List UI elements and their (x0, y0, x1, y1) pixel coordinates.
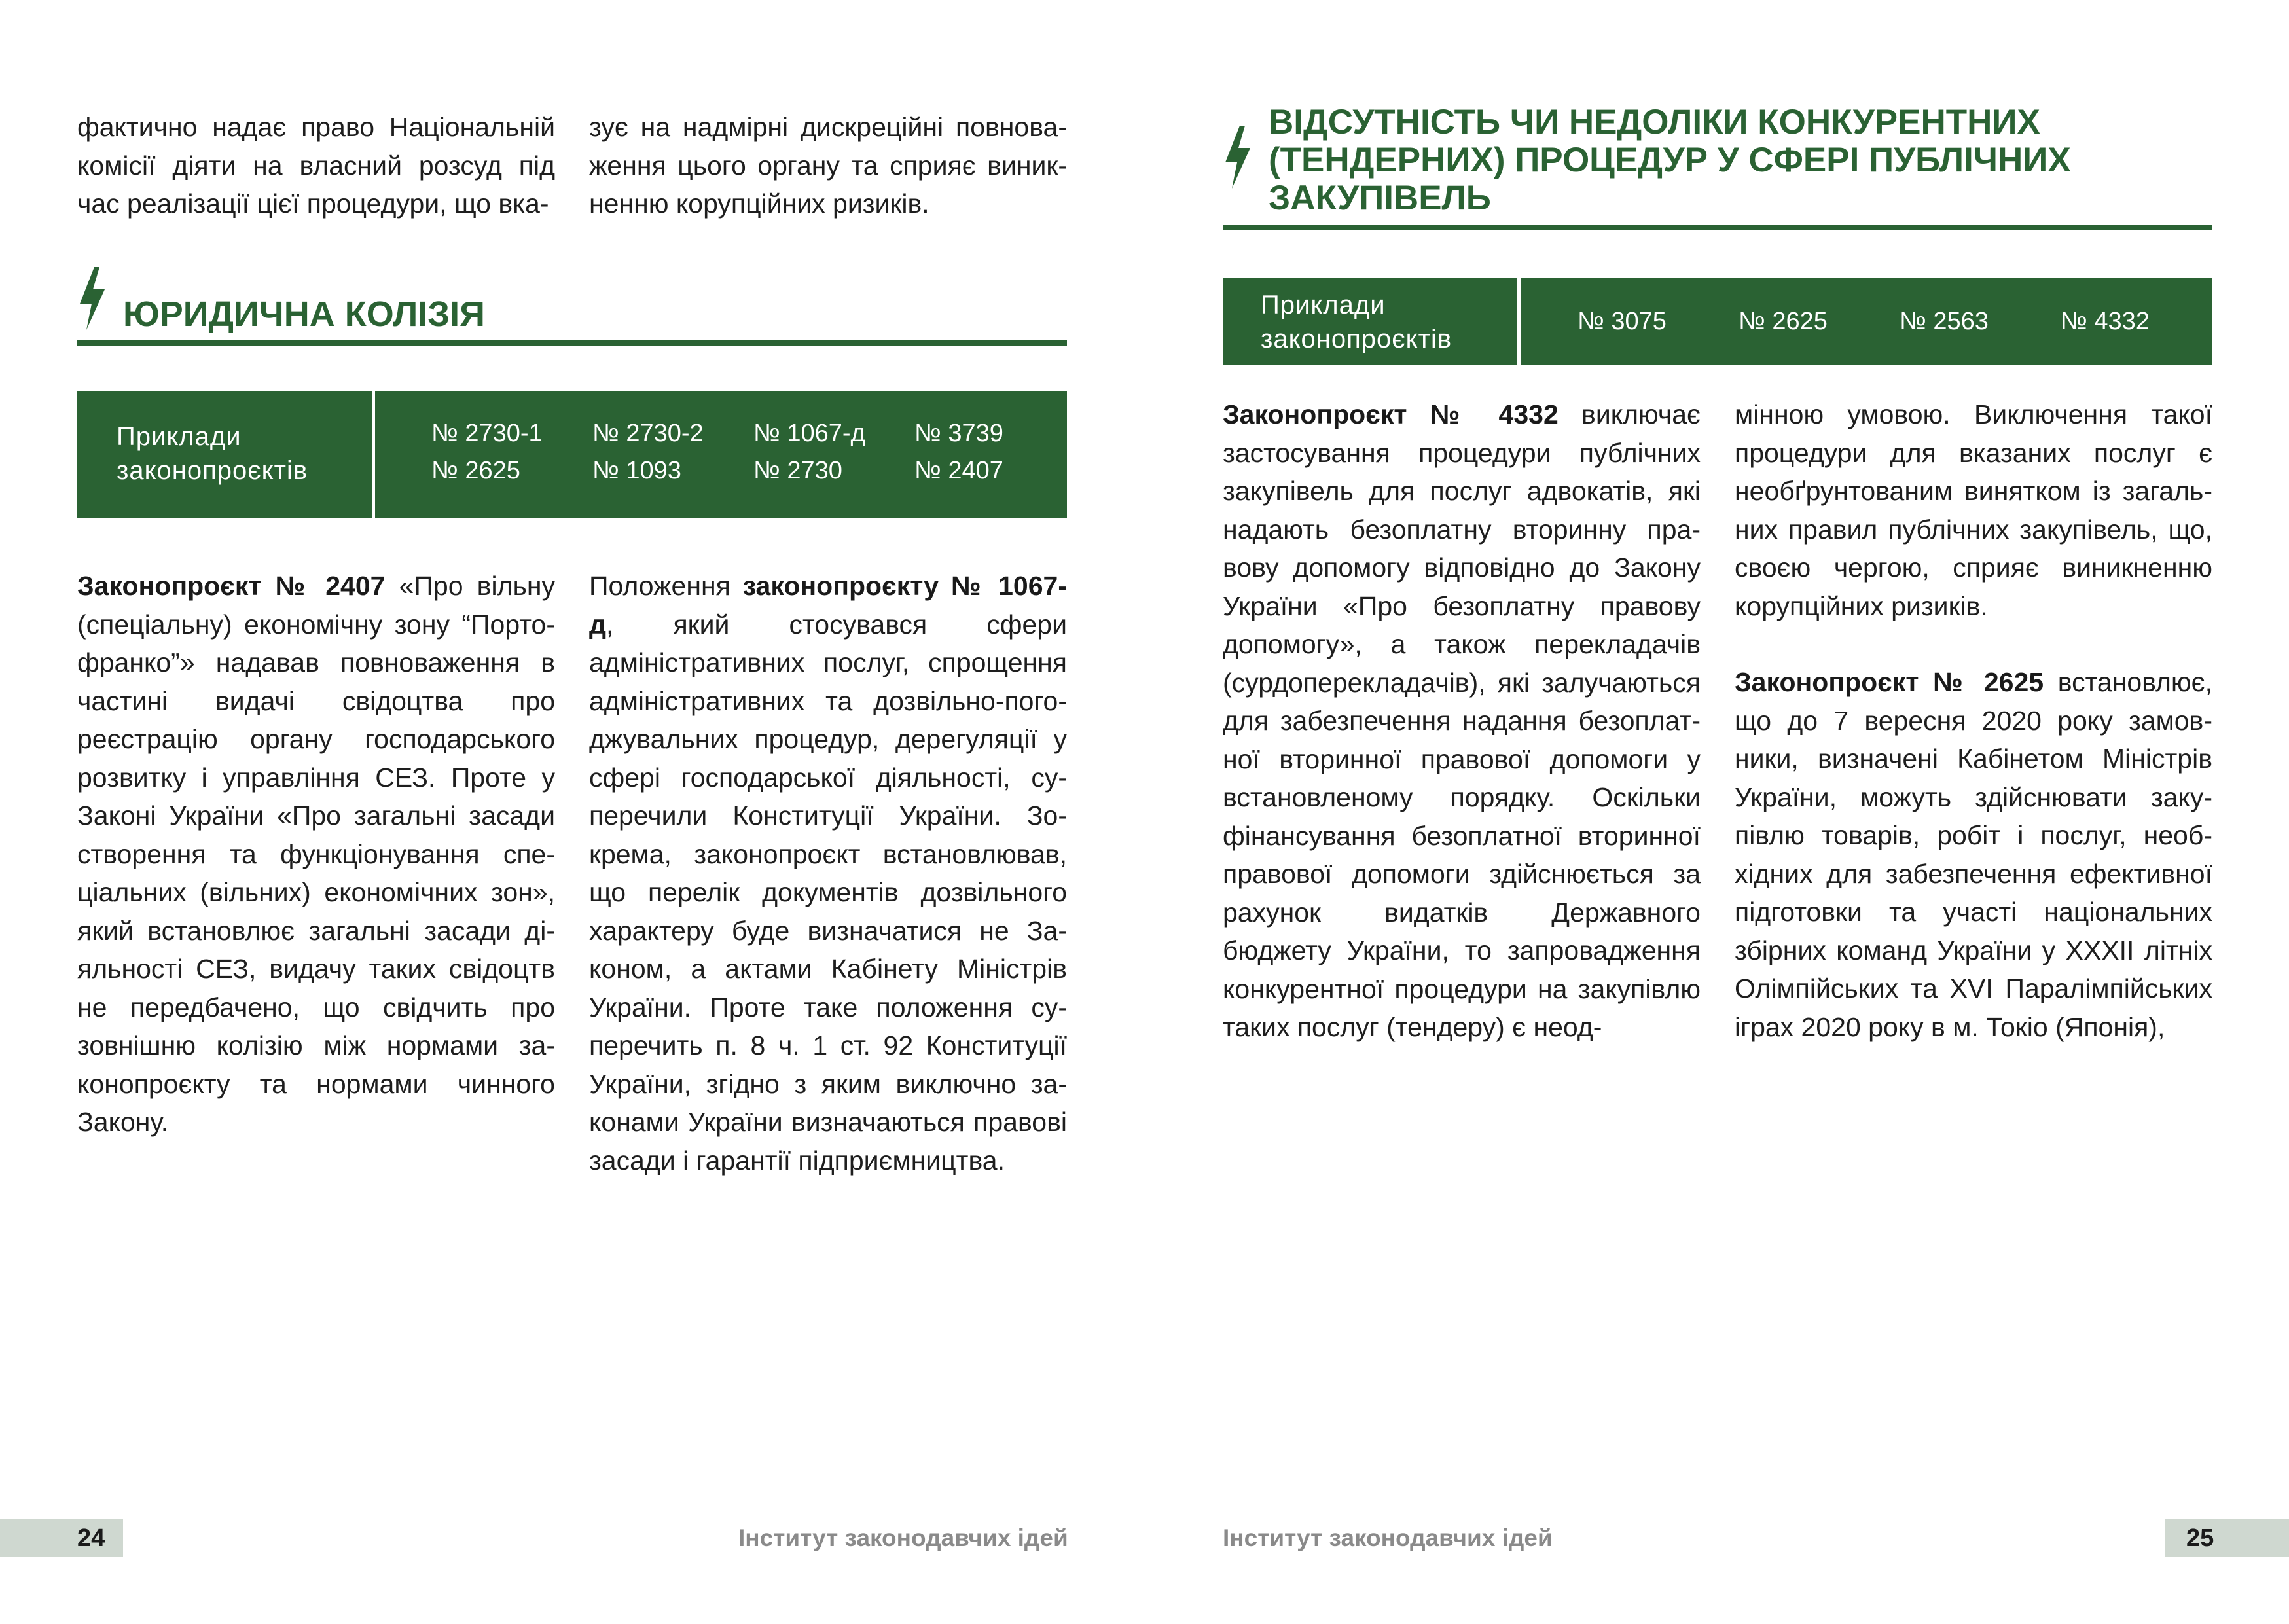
examples-label-line1: Приклади (1261, 291, 1386, 319)
intro-paragraph-2: зує на надмірні дискреційні повноваження цього органу та сприяє виникненню корупційних ризиків. (589, 112, 1067, 219)
body-column-1 (1223, 395, 1701, 1047)
bill-2407-paragraph (77, 567, 555, 1142)
body-column-2 (1735, 395, 2212, 1046)
bill-number: № 1067-д (753, 420, 865, 447)
table-divider (372, 391, 375, 518)
section-divider (1223, 225, 2212, 230)
bill-number: № 2625 (431, 457, 520, 484)
page-24 (0, 0, 1144, 1624)
page-25 (1144, 0, 2289, 1624)
body-column-2 (589, 567, 1067, 1180)
bill-1067d-paragraph (589, 567, 1067, 1180)
examples-table (1223, 278, 2212, 365)
section-title-line2: (ТЕНДЕРНИХ) ПРОЦЕДУР У СФЕРІ ПУБЛІЧНИХ (1269, 141, 2071, 179)
examples-label-line2: законопроєктів (117, 456, 308, 485)
section-title-line3: ЗАКУПІВЕЛЬ (1269, 179, 1491, 217)
intro-column-1 (77, 108, 555, 223)
bill-2407-title: Законопроєкт № 2407 (77, 571, 386, 601)
lightning-icon (77, 267, 107, 330)
bill-2625-paragraph (1735, 663, 2212, 1046)
footer-org-name: Інститут законодавчих ідей (738, 1525, 1068, 1551)
bill-2407-text: «Про вільну (спеціальну) економічну зону “Порто-франко”» надавав повноваження в частині видачі свідоцтва про реєстрацію органу господарського розвитку і управління СЕЗ. Проте у Законі України «Про загальні засади створення та функціонування спеціальних (вільних) економічних зон», який встановлює загальні засади діяльності СЕЗ, видачу таких свідоцтв не передбачено, що свідчить про зовнішню колізію між нормами законопроєкту та нормами чинного Закону. (77, 571, 555, 1137)
bill-number: № 1093 (592, 457, 681, 484)
bill-number: № 3075 (1577, 308, 1667, 335)
bill-1067d-lead: Положення (589, 571, 743, 601)
bill-1067d-title: законопроєкту № 1067-д (589, 571, 1067, 640)
section-title-line1: ВІДСУТНІСТЬ ЧИ НЕДОЛІКИ КОНКУРЕНТНИХ (1269, 103, 2040, 141)
intro-column-2 (589, 108, 1067, 223)
intro-paragraph-1: фактично надає право Національній комісії діяти на власний розсуд під час реалізації цієї процедури, що вка- (77, 112, 555, 219)
bill-2625-text: встановлює, що до 7 вересня 2020 року замовники, визначені Кабінетом Міністрів України, можуть здійснювати закупівлю товарів, робіт і послуг, необхідних для забезпечення ефективної підготовки та участі національних збірних команд України у XXXII літніх Олімпійських та XVI Паралімпійських іграх 2020 року в м. Токіо (Японія), (1735, 667, 2212, 1042)
lightning-icon (1223, 126, 1253, 189)
bill-number: № 2563 (1900, 308, 1989, 335)
bill-number: № 2730-1 (431, 420, 543, 447)
page-number-box (2165, 1519, 2289, 1557)
page-number-box (0, 1519, 123, 1557)
bill-number: № 2730 (753, 457, 842, 484)
bill-number: № 3739 (914, 420, 1003, 447)
bill-number: № 4332 (2061, 308, 2150, 335)
examples-label (117, 420, 308, 488)
bill-4332-text: виключає застосування процедури публічних закупівель для послуг адвокатів, які надають безоплатну вторинну правову допомогу відповідно до Закону України «Про безоплатну правову допомогу», а також перекладачів (сурдоперекладачів), які залучаються для забезпечення надання безоплатної вторинної правової допомоги у встановленому порядку. Оскільки фінансування безоплатної вторинної правової допомоги здійснюється за рахунок видатків Державного бюджету України, то запровадження конкурентної процедури на закупівлю таких послуг (тендеру) є неод- (1223, 399, 1701, 1042)
page-number: 25 (2186, 1525, 2214, 1552)
bill-number: № 2730-2 (592, 420, 704, 447)
body-column-1 (77, 567, 555, 1142)
bill-1067d-text: , який стосувався сфери адміністративних послуг, спрощення адміністративних та дозвільно-погоджувальних процедур, дерегуляції у сфері господарської діяльності, суперечили Конституції України. Зокрема, законопроєкт встановлював, що перелік документів дозвільного характеру буде визначатися не Законом, а актами Кабінету Міністрів України. Проте таке положення суперечить п. 8 ч. 1 ст. 92 Конституції України, згідно з яким виключно законами України визначаються правові засади і гарантії підприємництва. (589, 609, 1067, 1176)
section-title-legal-collision: ЮРИДИЧНА КОЛІЗІЯ (123, 295, 485, 334)
section-title-procurement (1269, 103, 2071, 217)
examples-label-line2: законопроєктів (1261, 325, 1452, 353)
bill-number: № 2625 (1739, 308, 1828, 335)
examples-label (1261, 288, 1452, 356)
page-number: 24 (77, 1525, 105, 1552)
footer-org-name: Інститут законодавчих ідей (1223, 1525, 1553, 1551)
examples-label-line1: Приклади (117, 422, 242, 451)
examples-table (77, 391, 1067, 518)
section-divider (77, 340, 1067, 346)
bill-4332-continuation: мінною умовою. Виключення такої процедури для вказаних послуг є необґрунтованим винятком із загальних правил публічних закупівель, що, своєю чергою, сприяє виникненню корупційних ризиків. (1735, 399, 2212, 621)
bill-number: № 2407 (914, 457, 1003, 484)
bill-4332-title: Законопроєкт № 4332 (1223, 399, 1559, 429)
bill-2625-title: Законопроєкт № 2625 (1735, 667, 2044, 697)
bill-4332-paragraph (1223, 395, 1701, 1047)
table-divider (1517, 278, 1521, 365)
